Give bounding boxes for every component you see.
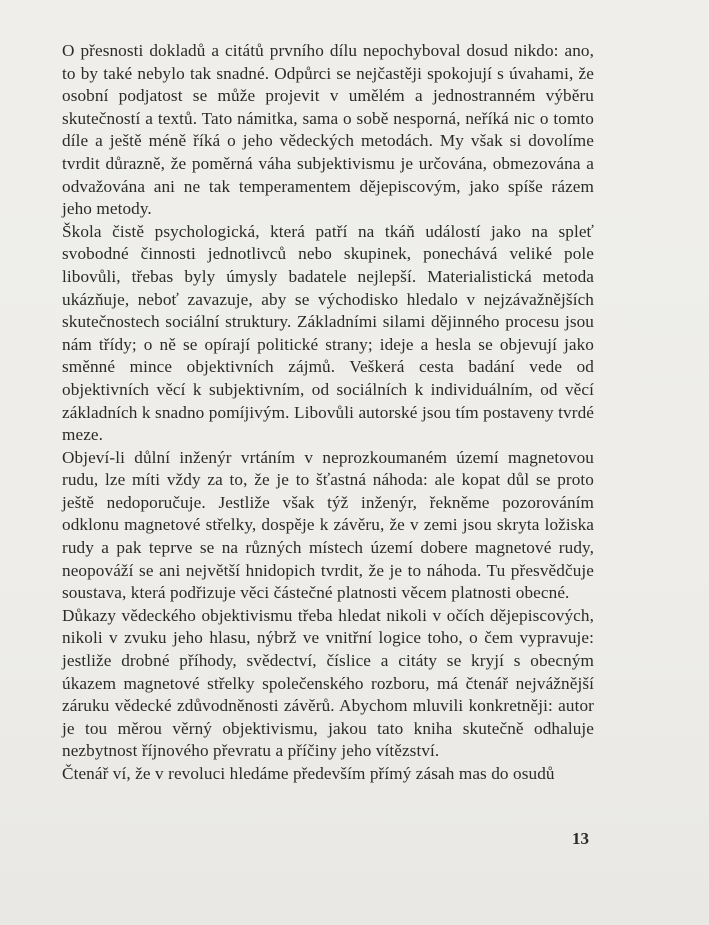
paragraph-4: Důkazy vědeckého objektivismu třeba hledat nikoli v očích dějepiscových, nikoli v zvuku jeho hlasu, nýbrž ve vnitřní logice toho, o čem vypravuje: jestliže drobné příhody, svědectví, číslice a citáty se kryjí s obecným úkazem magnetové střelky společenského rozboru, má čtenář nejvážnější záruku vědecké zdůvodněnosti závěrů. Abychom mluvili konkretněji: autor je tou měrou věrný objektivismu, jakou tato kniha skutečně odhaluje nezbytnost říjnového převratu a příčiny jeho vítězství.: [62, 605, 594, 761]
paragraph-5: Čtenář ví, že v revoluci hledáme především přímý zásah mas do osudů: [62, 764, 555, 783]
page-number: 13: [572, 829, 589, 848]
paragraph-2: Škola čistě psychologická, která patří na tkáň událostí jako na spleť svobodné činnosti jednotlivců nebo skupinek, ponechává veliké pole libovůli, třebas byly úmysly badatele nejlepší. Materialistická metoda ukázňuje, neboť zavazuje, aby se východisko hledalo v nejzávažnějších skutečnostech sociální struktury. Základními silami dějinného procesu jsou nám třídy; o ně se opírají politické strany; ideje a hesla se objevují jako směnné mince objektivních zájmů. Veškerá cesta badání vede od objektivních věcí k subjektivním, od sociálních k individuálním, od věcí základních k snadno pomíjivým. Libovůli autorské jsou tím postaveny tvrdé meze.: [62, 221, 594, 445]
paragraph-1: O přesnosti dokladů a citátů prvního dílu nepochyboval dosud nikdo: ano, to by také nebylo tak snadné. Odpůrci se nejčastěji spokojují s úvahami, že osobní podjatost se může projevit v umělém a jednostranném výběru skutečností a textů. Tato námitka, sama o sobě nesporná, neříká nic o tomto díle a ještě méně říká o jeho vědeckých metodách. My však si dovolíme tvrdit důrazně, že poměrná váha subjektivismu je určována, obmezována a odvažována ani ne tak temperamentem dějepiscovým, jako spíše rázem jeho metody.: [62, 41, 594, 219]
body-text: [62, 40, 594, 786]
paragraph-3: Objeví-li důlní inženýr vrtáním v neprozkoumaném území magnetovou rudu, lze míti vždy za to, že je to šťastná náhoda: ale kopat důl se proto ještě nedoporučuje. Jestliže však týž inženýr, řekněme pozorováním odklonu magnetové střelky, dospěje k závěru, že v zemi jsou skryta ložiska rudy a pak teprve se na různých místech území dobere magnetové rudy, neopováží se ani největší hnidopich tvrdit, že je to náhoda. Tu přesvědčuje soustava, která podřizuje věci částečné platnosti věcem platnosti obecné.: [62, 447, 594, 603]
